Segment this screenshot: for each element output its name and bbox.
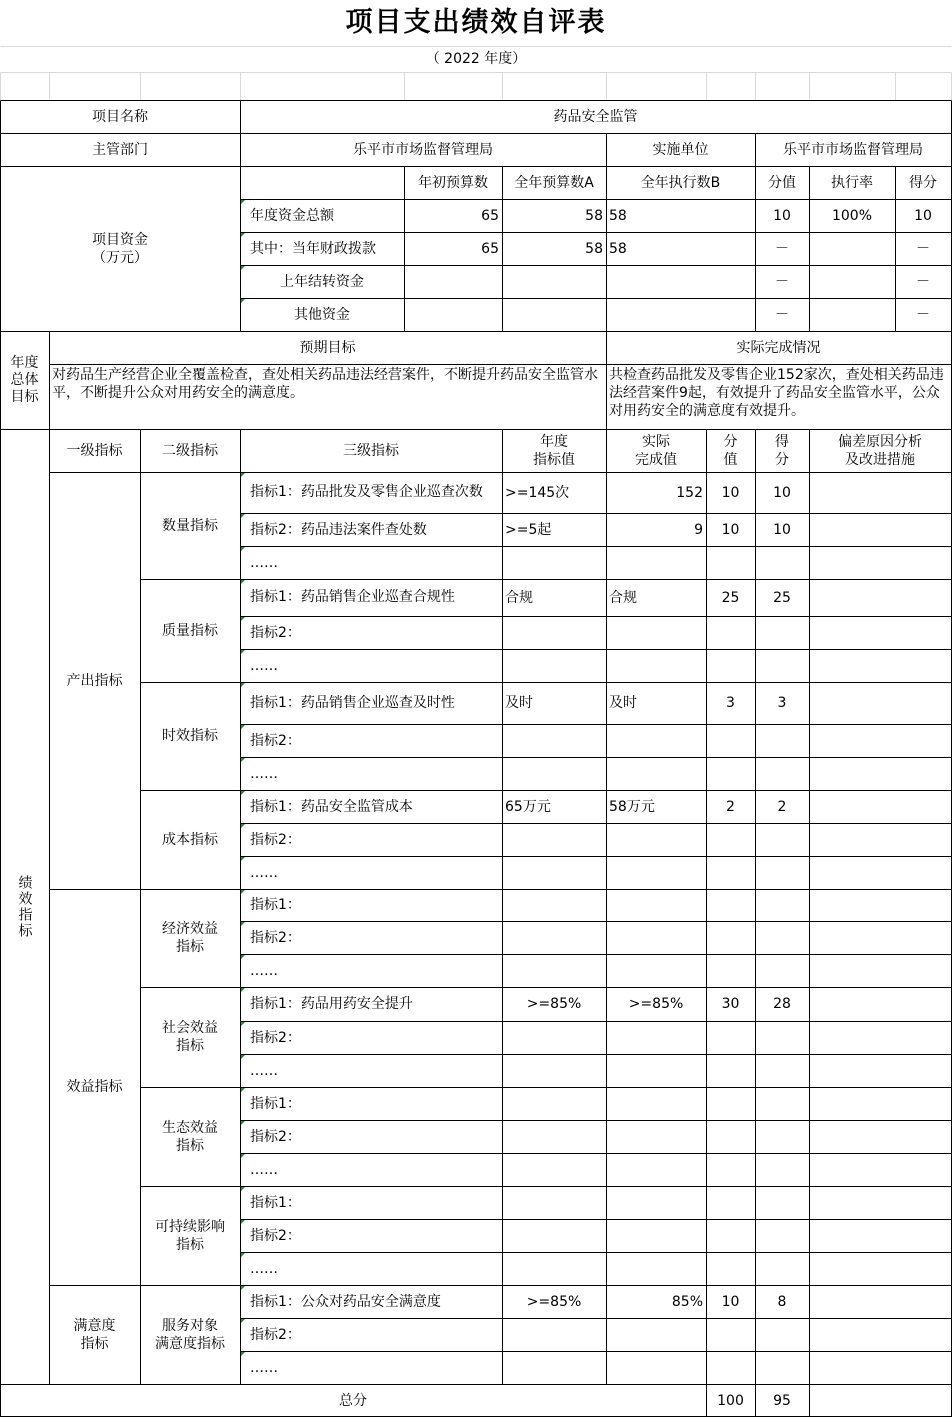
indicator-name: …… — [240, 1252, 502, 1285]
funds-initial-budget — [404, 298, 502, 331]
indicator-score — [755, 921, 809, 954]
indicator-name: …… — [240, 1054, 502, 1087]
indicator-actual — [606, 856, 706, 889]
indicator-score — [755, 1153, 809, 1186]
indicator-target — [502, 954, 606, 987]
level1-benefit: 效益指标 — [66, 1079, 123, 1095]
implementing-unit-label: 实施单位 — [652, 141, 709, 158]
indicator-target: >=145次 — [505, 484, 570, 501]
indicator-target — [502, 724, 606, 757]
funds-label: 项目资金 （万元） — [92, 231, 148, 266]
indicator-target — [502, 889, 606, 921]
indicator-score: 2 — [777, 798, 787, 815]
indicator-name: 指标2： — [240, 724, 502, 757]
indicator-target — [502, 1021, 606, 1054]
funds-score: － — [916, 273, 930, 290]
funds-execution-rate — [809, 298, 895, 331]
indicator-actual — [606, 546, 706, 579]
indicator-actual — [606, 921, 706, 954]
indicator-score: 3 — [777, 695, 787, 711]
indicator-score — [755, 856, 809, 889]
indicator-actual: 及时 — [609, 695, 637, 711]
indicator-score — [755, 1252, 809, 1285]
indicator-actual — [606, 757, 706, 790]
level2-item: 成本指标 — [162, 831, 218, 848]
funds-row-label: 其中：当年财政拨款 — [240, 232, 404, 265]
total-label: 总分 — [339, 1392, 367, 1409]
indicator-weight — [706, 1219, 755, 1252]
indicator-target: >=85% — [526, 1293, 582, 1310]
expected-goal-header: 预期目标 — [299, 339, 356, 356]
indicator-target — [502, 649, 606, 682]
indicator-weight — [706, 1186, 755, 1219]
indicator-weight — [706, 546, 755, 579]
indicator-actual — [606, 1021, 706, 1054]
indicator-weight — [706, 1054, 755, 1087]
indicator-target — [502, 823, 606, 856]
indicator-target — [502, 616, 606, 649]
header-score: 得 分 — [775, 433, 789, 468]
indicator-score: 8 — [777, 1293, 787, 1310]
funds-execution-rate — [809, 232, 895, 265]
indicator-actual — [606, 889, 706, 921]
indicator-name: …… — [240, 1153, 502, 1186]
indicator-actual — [606, 1252, 706, 1285]
indicator-score — [755, 546, 809, 579]
indicator-score — [755, 1120, 809, 1153]
indicator-name: …… — [240, 954, 502, 987]
indicator-name: 指标2： — [240, 616, 502, 649]
indicator-score — [755, 1087, 809, 1120]
indicator-name: …… — [240, 546, 502, 579]
funds-score-value: 10 — [773, 207, 791, 224]
indicator-weight — [706, 1021, 755, 1054]
funds-execution-rate — [809, 265, 895, 298]
indicator-actual — [606, 1087, 706, 1120]
funds-annual-budget — [502, 265, 606, 298]
header-annual-target: 年度 指标值 — [533, 433, 575, 468]
year-subtitle: （ 2022 年度） — [425, 51, 527, 67]
indicator-actual — [606, 649, 706, 682]
indicator-target: 及时 — [505, 695, 533, 711]
indicator-weight — [706, 1153, 755, 1186]
funds-score: 10 — [914, 207, 932, 224]
indicator-target: 65万元 — [505, 798, 551, 815]
indicator-target — [502, 1054, 606, 1087]
indicator-weight — [706, 1120, 755, 1153]
level2-item: 时效指标 — [162, 728, 218, 744]
performance-indicators-label: 绩效指标 — [16, 874, 33, 939]
indicator-actual — [606, 1153, 706, 1186]
indicator-name: 指标2： — [240, 921, 502, 954]
indicator-score — [755, 757, 809, 790]
level1-satisfaction: 满意度 指标 — [73, 1317, 116, 1352]
funds-row-label: 上年结转资金 — [240, 265, 404, 298]
indicator-name: 指标1：药品销售企业巡查合规性 — [240, 579, 502, 616]
header-weight: 分 值 — [723, 433, 738, 468]
indicator-score: 10 — [773, 521, 791, 538]
indicator-actual — [606, 1186, 706, 1219]
funds-executed — [606, 298, 755, 331]
indicator-name: 指标1： — [240, 1087, 502, 1120]
header-deviation-reason: 偏差原因分析 及改进措施 — [838, 433, 922, 468]
header-actual-value: 实际 完成值 — [635, 433, 677, 468]
indicator-score: 10 — [773, 484, 791, 501]
level2-item: 生态效益 指标 — [162, 1119, 218, 1154]
indicator-actual — [606, 954, 706, 987]
funds-annual-budget: 58 — [585, 240, 603, 257]
indicator-name: 指标1：药品用药安全提升 — [240, 987, 502, 1021]
indicator-target — [502, 856, 606, 889]
indicator-score — [755, 1021, 809, 1054]
indicator-actual — [606, 1120, 706, 1153]
indicator-weight: 30 — [721, 996, 740, 1012]
implementing-unit-value: 乐平市市场监督管理局 — [783, 141, 923, 158]
indicator-score — [755, 1318, 809, 1351]
indicator-score — [755, 1351, 809, 1384]
funds-header-0: 年初预算数 — [418, 174, 488, 191]
indicator-name: …… — [240, 856, 502, 889]
indicator-target: 合规 — [505, 589, 533, 606]
indicator-actual: 9 — [694, 521, 703, 538]
page-title: 项目支出绩效自评表 — [345, 7, 607, 38]
indicator-actual: >=85% — [628, 996, 684, 1012]
funds-score: － — [916, 240, 930, 257]
funds-initial-budget: 65 — [481, 240, 499, 257]
header-level3: 三级指标 — [343, 442, 399, 459]
indicator-score — [755, 1219, 809, 1252]
indicator-name: 指标2： — [240, 823, 502, 856]
annual-goal-label: 年度 总体 目标 — [10, 354, 39, 405]
indicator-score — [755, 1054, 809, 1087]
funds-score-value: － — [775, 306, 789, 323]
indicator-target — [502, 1186, 606, 1219]
indicator-weight — [706, 1318, 755, 1351]
total-weight: 100 — [717, 1392, 744, 1409]
indicator-weight — [706, 921, 755, 954]
level2-item: 服务对象 满意度指标 — [155, 1317, 225, 1352]
indicator-name: …… — [240, 649, 502, 682]
indicator-score: 28 — [773, 996, 791, 1012]
indicator-weight — [706, 649, 755, 682]
funds-score-value: － — [775, 240, 789, 257]
indicator-actual — [606, 1054, 706, 1087]
indicator-weight: 2 — [726, 798, 735, 815]
funds-initial-budget — [404, 265, 502, 298]
header-level2: 二级指标 — [162, 442, 218, 459]
indicator-target — [502, 546, 606, 579]
department-value: 乐平市市场监督管理局 — [353, 141, 493, 158]
funds-executed: 58 — [609, 207, 627, 224]
indicator-weight — [706, 1087, 755, 1120]
indicator-score — [755, 889, 809, 921]
indicator-weight — [706, 1351, 755, 1384]
funds-score: － — [916, 306, 930, 323]
department-label: 主管部门 — [92, 141, 148, 158]
indicator-name: …… — [240, 757, 502, 790]
indicator-actual — [606, 823, 706, 856]
total-score: 95 — [773, 1392, 791, 1409]
indicator-target — [502, 1351, 606, 1384]
indicator-name: 指标1：药品安全监管成本 — [240, 790, 502, 823]
actual-completion-header: 实际完成情况 — [736, 339, 821, 356]
indicator-weight — [706, 954, 755, 987]
expected-goal-text: 对药品生产经营企业全覆盖检查，查处相关药品违法经营案件，不断提升药品安全监管水平，不断提升公众对用药安全的满意度。 — [52, 367, 598, 401]
indicator-score — [755, 823, 809, 856]
funds-header-5: 得分 — [909, 174, 937, 191]
funds-row-label: 其他资金 — [240, 298, 404, 331]
indicator-name: 指标1： — [240, 1186, 502, 1219]
funds-header-3: 分值 — [768, 174, 796, 191]
indicator-weight: 10 — [721, 1293, 740, 1310]
funds-executed: 58 — [609, 240, 627, 257]
indicator-actual — [606, 1219, 706, 1252]
indicator-score — [755, 724, 809, 757]
indicator-actual: 58万元 — [609, 798, 655, 815]
indicator-score — [755, 1186, 809, 1219]
indicator-name: 指标1： — [240, 889, 502, 921]
funds-executed — [606, 265, 755, 298]
level2-item: 可持续影响 指标 — [155, 1218, 225, 1253]
indicator-weight — [706, 889, 755, 921]
funds-header-1: 全年预算数A — [514, 174, 594, 191]
indicator-target — [502, 1219, 606, 1252]
funds-header-4: 执行率 — [831, 174, 873, 191]
indicator-weight — [706, 823, 755, 856]
indicator-target — [502, 1252, 606, 1285]
indicator-name: 指标2： — [240, 1120, 502, 1153]
level2-item: 数量指标 — [162, 517, 218, 534]
indicator-name: 指标2： — [240, 1318, 502, 1351]
indicator-actual — [606, 1318, 706, 1351]
indicator-name: …… — [240, 1351, 502, 1384]
indicator-target — [502, 1318, 606, 1351]
indicator-name: 指标1：药品批发及零售企业巡查次数 — [240, 472, 502, 513]
indicator-target — [502, 1087, 606, 1120]
indicator-target — [502, 1153, 606, 1186]
indicator-weight — [706, 757, 755, 790]
funds-row-label: 年度资金总额 — [240, 199, 404, 232]
indicator-actual: 合规 — [609, 589, 637, 606]
indicator-actual: 85% — [671, 1293, 703, 1310]
indicator-name: 指标1：药品销售企业巡查及时性 — [240, 682, 502, 724]
indicator-target: >=5起 — [505, 521, 552, 538]
indicator-weight — [706, 1252, 755, 1285]
header-level1: 一级指标 — [66, 442, 123, 459]
level2-item: 质量指标 — [162, 622, 218, 639]
indicator-target — [502, 1120, 606, 1153]
funds-initial-budget: 65 — [481, 207, 499, 224]
project-name-label: 项目名称 — [92, 108, 148, 125]
indicator-target — [502, 757, 606, 790]
actual-completion-text: 共检查药品批发及零售企业152家次，查处相关药品违法经营案件9起，有效提升了药品安全监管水平，公众对用药安全的满意度有效提升。 — [609, 367, 944, 419]
funds-header-2: 全年执行数B — [640, 174, 721, 191]
indicator-weight: 10 — [721, 484, 740, 501]
indicator-actual — [606, 724, 706, 757]
indicator-actual: 152 — [676, 484, 703, 501]
indicator-weight — [706, 616, 755, 649]
indicator-score — [755, 649, 809, 682]
indicator-name: 指标1：公众对药品安全满意度 — [240, 1285, 502, 1318]
indicator-target — [502, 921, 606, 954]
funds-annual-budget — [502, 298, 606, 331]
level2-item: 经济效益 指标 — [162, 921, 218, 955]
indicator-actual — [606, 1351, 706, 1384]
funds-execution-rate: 100% — [831, 207, 873, 224]
level1-output: 产出指标 — [66, 672, 123, 689]
indicator-weight: 10 — [721, 521, 740, 538]
project-name-value: 药品安全监管 — [553, 108, 638, 125]
indicator-target: >=85% — [526, 996, 582, 1012]
indicator-weight: 3 — [726, 695, 735, 711]
level2-item: 社会效益 指标 — [162, 1020, 218, 1054]
indicator-weight: 25 — [721, 589, 740, 606]
indicator-score: 25 — [773, 589, 791, 606]
indicator-name: 指标2： — [240, 1219, 502, 1252]
funds-score-value: － — [775, 273, 789, 290]
funds-annual-budget: 58 — [585, 207, 603, 224]
indicator-actual — [606, 616, 706, 649]
indicator-score — [755, 954, 809, 987]
indicator-name: 指标2：药品违法案件查处数 — [240, 513, 502, 546]
indicator-weight — [706, 724, 755, 757]
indicator-name: 指标2： — [240, 1021, 502, 1054]
indicator-score — [755, 616, 809, 649]
indicator-weight — [706, 856, 755, 889]
